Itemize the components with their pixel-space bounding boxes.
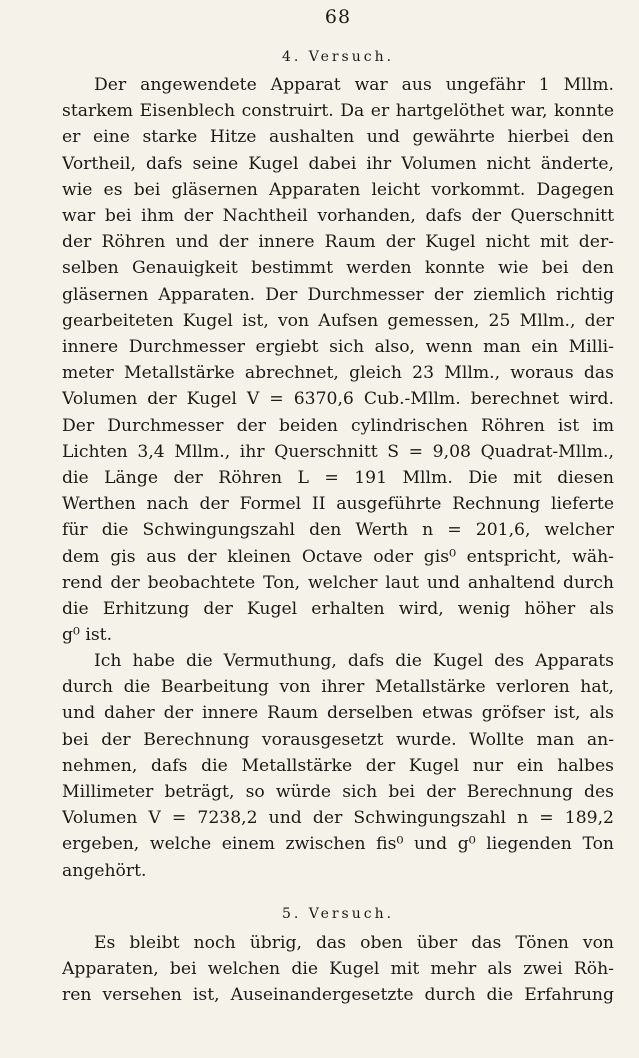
text-line: die Länge der Röhren L = 191 Mllm. Die mit diesen [62, 468, 614, 489]
text-line: wie es bei gläsernen Apparaten leicht vorkommt. Dagegen [62, 179, 614, 200]
text-line: Werthen nach der Formel II ausgeführte Rechnung lieferte [62, 494, 614, 515]
text-line: Volumen V = 7238,2 und der Schwingungszahl n = 189,2 [62, 808, 614, 829]
text-line: angehört. [62, 860, 147, 881]
text-line: ren versehen ist, Auseinandergesetzte durch die Erfahrung [62, 985, 614, 1006]
text-line: innere Durchmesser ergiebt sich also, wenn man ein Milli- [62, 337, 614, 358]
paragraph-4-1 [62, 72, 614, 648]
text-line: durch die Bearbeitung von ihrer Metallstärke verloren hat, [62, 677, 614, 698]
text-line: er eine starke Hitze aushalten und gewährte hierbei den [62, 127, 614, 148]
text-line: und daher der innere Raum derselben etwas gröfser ist, als [62, 703, 614, 724]
text-line: Millimeter beträgt, so würde sich bei der Berechnung des [62, 782, 614, 803]
text-line: Ich habe die Vermuthung, dafs die Kugel des Apparats [94, 651, 614, 671]
text-line: gläsernen Apparaten. Der Durchmesser der ziemlich richtig [62, 284, 614, 305]
text-line: dem gis aus der kleinen Octave oder gis⁰ entspricht, wäh- [62, 546, 614, 567]
text-line: Der angewendete Apparat war aus ungefähr 1 Mllm. [94, 75, 614, 95]
page-number: 68 [324, 6, 352, 28]
text-line: die Erhitzung der Kugel erhalten wird, wenig höher als [62, 599, 614, 620]
text-line: rend der beobachtete Ton, welcher laut und anhaltend durch [62, 572, 614, 593]
text-line: Es bleibt noch übrig, das oben über das Tönen von [94, 933, 614, 953]
text-line: für die Schwingungszahl den Werth n = 201,6, welcher [62, 520, 614, 541]
text-line: Apparaten, bei welchen die Kugel mit mehr als zwei Röh- [62, 959, 614, 980]
text-line: nehmen, dafs die Metallstärke der Kugel nur ein halbes [62, 755, 614, 776]
text-line: Der Durchmesser der beiden cylindrischen Röhren ist im [62, 415, 614, 436]
paragraph-5-1 [62, 930, 614, 1009]
text-line: selben Genauigkeit bestimmt werden konnte wie bei den [62, 258, 614, 279]
text-line: war bei ihm der Nachtheil vorhanden, dafs der Querschnitt [62, 206, 614, 227]
text-line: starkem Eisenblech construirt. Da er hartgelöthet war, konnte [62, 101, 614, 122]
text-line: Lichten 3,4 Mllm., ihr Querschnitt S = 9,08 Quadrat-Mllm., [62, 441, 614, 462]
text-line: meter Metallstärke abrechnet, gleich 23 Mllm., woraus das [62, 363, 614, 384]
text-line: Volumen der Kugel V = 6370,6 Cub.-Mllm. berechnet wird. [62, 389, 614, 410]
text-line: gearbeiteten Kugel ist, von Aufsen gemessen, 25 Mllm., der [62, 310, 614, 331]
section-heading-4: 4. Versuch. [281, 49, 395, 65]
text-line: Vortheil, dafs seine Kugel dabei ihr Volumen nicht änderte, [62, 153, 614, 174]
paragraph-4-2 [62, 648, 614, 884]
section-heading-5: 5. Versuch. [281, 906, 395, 922]
text-line: g⁰ ist. [62, 625, 113, 646]
document-page [62, 0, 614, 1058]
text-line: bei der Berechnung vorausgesetzt wurde. Wollte man an- [62, 729, 614, 750]
text-line: der Röhren und der innere Raum der Kugel nicht mit der- [62, 232, 614, 253]
text-line: ergeben, welche einem zwischen fis⁰ und g⁰ liegenden Ton [62, 834, 614, 855]
